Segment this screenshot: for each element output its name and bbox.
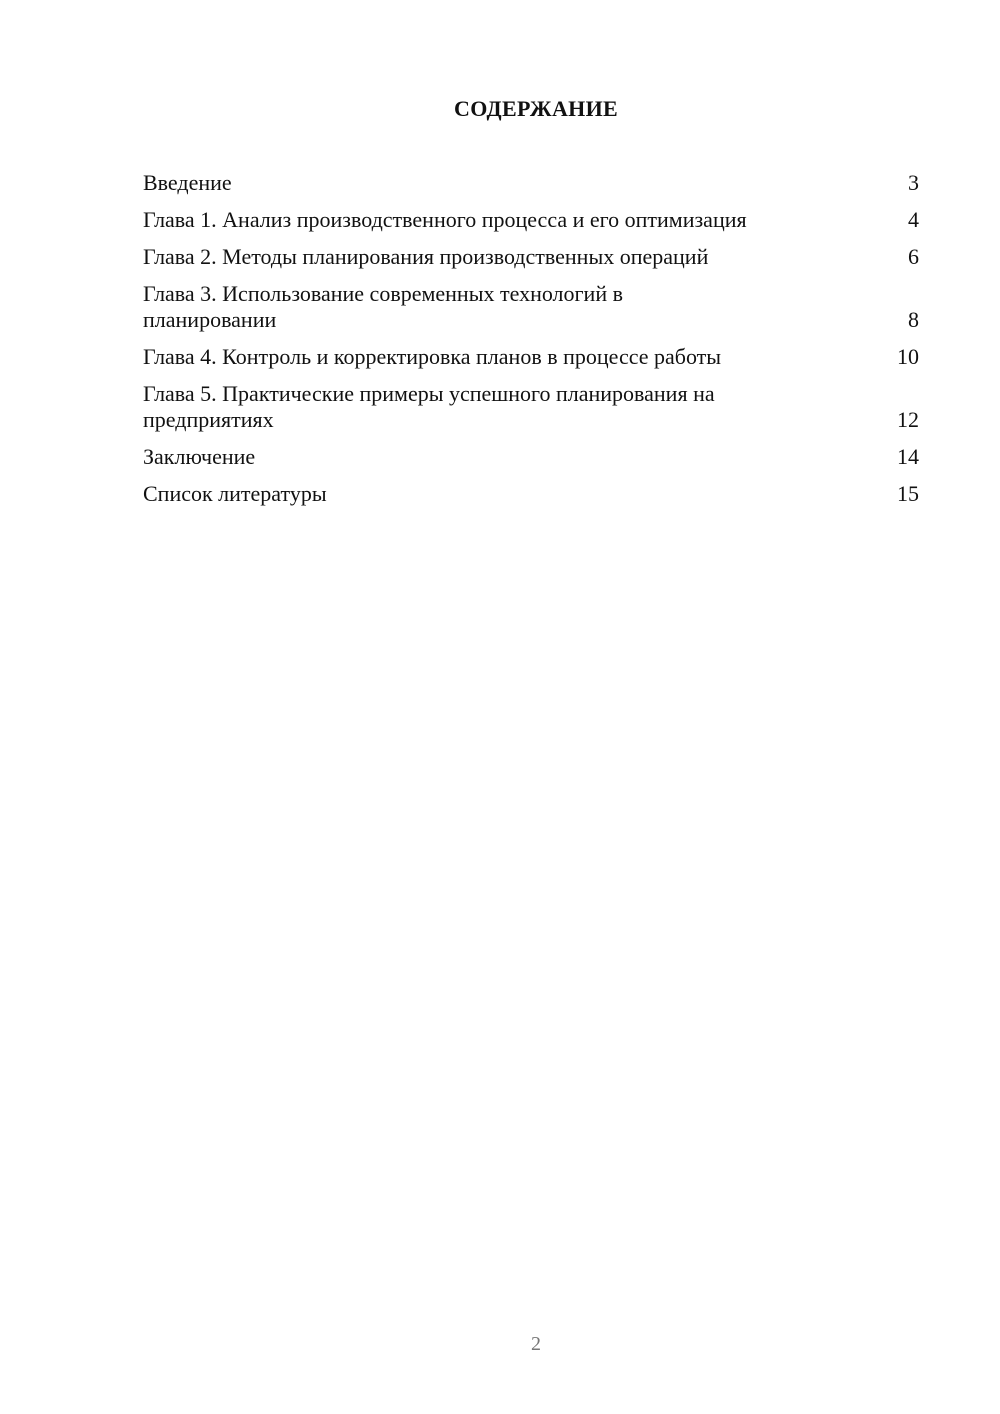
toc-entry-page: 15	[897, 481, 919, 506]
toc-entry-page: 12	[897, 407, 919, 432]
toc-entry-page: 10	[897, 344, 919, 369]
toc-title: СОДЕРЖАНИЕ	[454, 96, 618, 121]
toc-entry-chapter-5	[143, 381, 919, 433]
toc-entry-label: Глава 5. Практические примеры успешного планирования на предприятиях	[143, 381, 715, 432]
toc-entry-chapter-4	[143, 344, 919, 370]
toc-entry-introduction	[143, 170, 919, 196]
toc-entry-label: Введение	[143, 170, 232, 195]
toc-entry-page: 3	[908, 170, 919, 195]
toc-entry-label: Глава 1. Анализ производственного процесса и его оптимизация	[143, 207, 747, 232]
toc-entry-label: Список литературы	[143, 481, 327, 506]
toc-entry-page: 8	[908, 307, 919, 332]
toc-entry-conclusion	[143, 444, 919, 470]
toc-entry-label: Глава 3. Использование современных технологий в планировании	[143, 281, 623, 332]
toc-entry-page: 6	[908, 244, 919, 269]
table-of-contents	[143, 170, 919, 518]
toc-entry-chapter-3	[143, 281, 919, 333]
toc-entry-label: Заключение	[143, 444, 256, 469]
toc-entry-chapter-2	[143, 244, 919, 270]
toc-entry-references	[143, 481, 919, 507]
toc-entry-chapter-1	[143, 207, 919, 233]
toc-entry-label: Глава 4. Контроль и корректировка планов в процессе работы	[143, 344, 722, 369]
toc-entry-label: Глава 2. Методы планирования производственных операций	[143, 244, 709, 269]
page-number: 2	[531, 1333, 541, 1355]
toc-entry-page: 14	[897, 444, 919, 469]
toc-entry-page: 4	[908, 207, 919, 232]
